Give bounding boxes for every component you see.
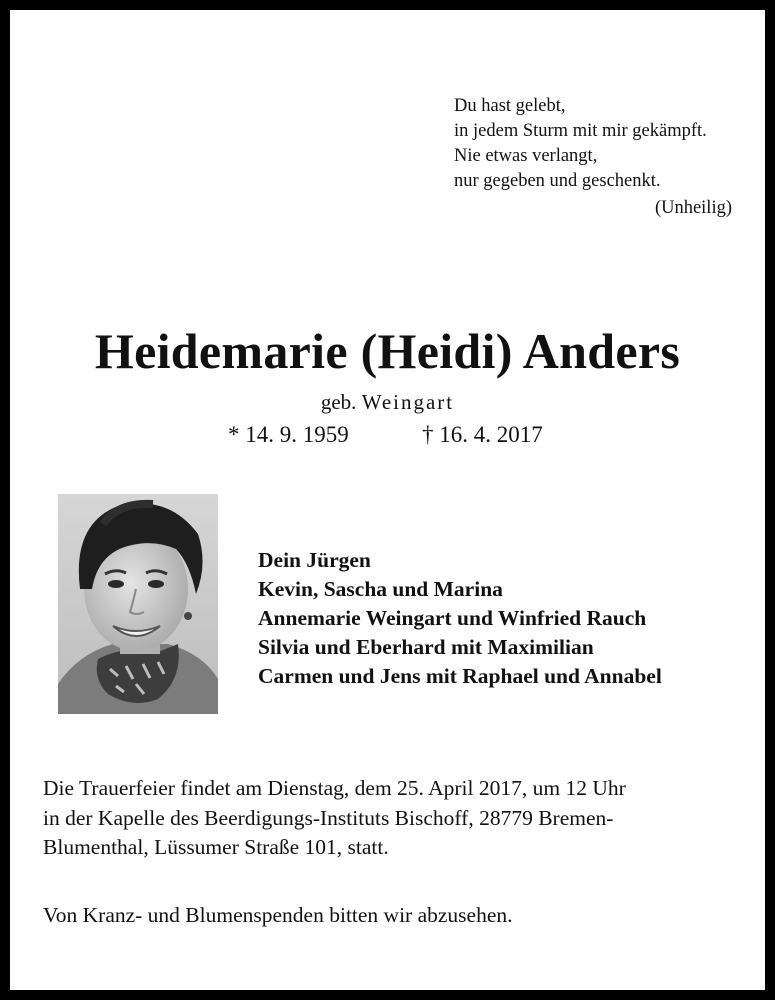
poem-line: Nie etwas verlangt, xyxy=(454,146,598,166)
poem-source: (Unheilig) xyxy=(654,198,732,218)
poem-line: in jedem Sturm mit mir gekämpft. xyxy=(454,121,707,141)
ceremony-line: in der Kapelle des Beerdigungs-Instituts Bischoff, 28779 Bremen- xyxy=(43,805,614,830)
birth-date: * 14. 9. 1959 xyxy=(228,422,349,447)
mourner-line: Silvia und Eberhard mit Maximilian xyxy=(258,635,594,659)
mourners-list xyxy=(258,546,662,691)
poem xyxy=(454,94,707,194)
death-date: † 16. 4. 2017 xyxy=(422,422,543,447)
mourner-line: Annemarie Weingart und Winfried Rauch xyxy=(258,606,647,630)
deceased-name: Heidemarie (Heidi) Anders xyxy=(94,323,681,379)
poem-line: nur gegeben und geschenkt. xyxy=(454,171,661,191)
portrait-photo xyxy=(58,494,218,714)
maiden-name xyxy=(10,390,765,415)
poem-line: Du hast gelebt, xyxy=(454,96,566,116)
ceremony-line: Blumenthal, Lüssumer Straße 101, statt. xyxy=(43,835,389,859)
ceremony-notice xyxy=(43,774,755,863)
maiden-surname: Weingart xyxy=(361,390,455,414)
portrait-image xyxy=(58,494,218,714)
mourner-line: Dein Jürgen xyxy=(258,548,371,572)
mourner-line: Kevin, Sascha und Marina xyxy=(258,577,503,601)
mourner-line: Carmen und Jens mit Raphael und Annabel xyxy=(258,664,662,688)
closing-note: Von Kranz- und Blumenspenden bitten wir abzusehen. xyxy=(43,903,513,927)
maiden-prefix: geb. xyxy=(320,390,357,414)
ceremony-line: Die Trauerfeier findet am Dienstag, dem 25. April 2017, um 12 Uhr xyxy=(43,776,626,800)
